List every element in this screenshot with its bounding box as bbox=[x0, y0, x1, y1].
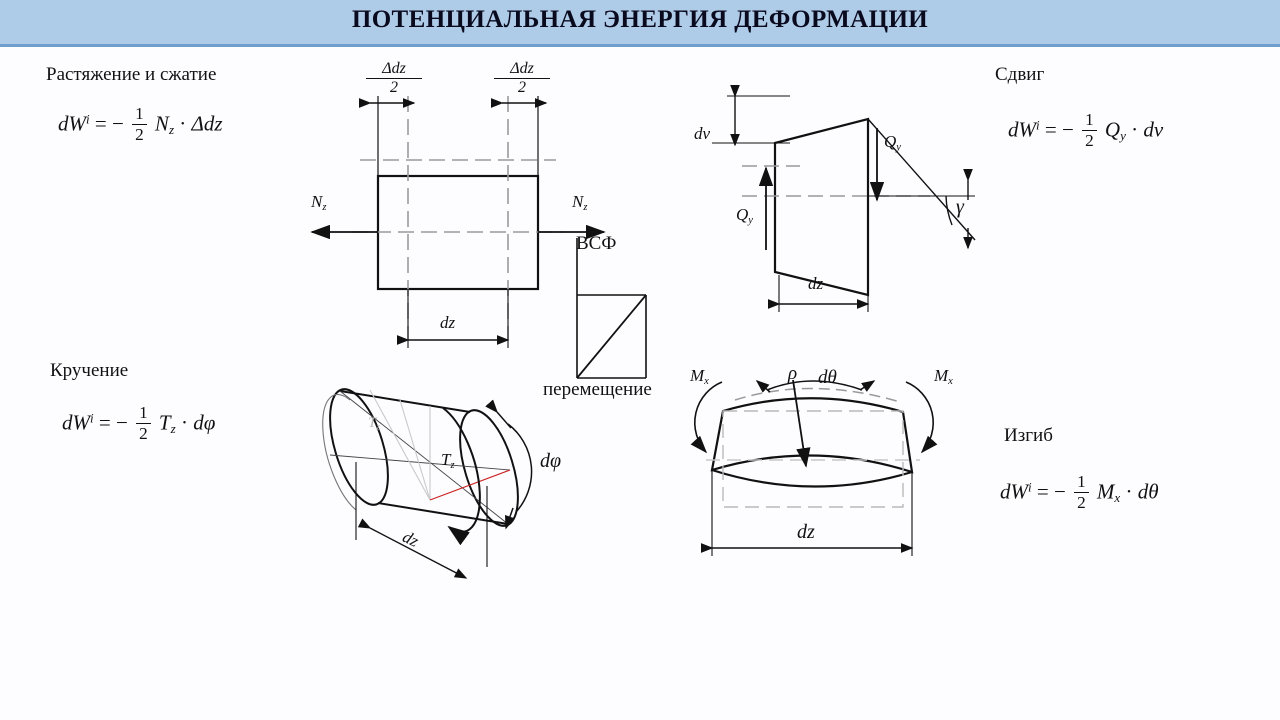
bending-moment-right-sub: x bbox=[948, 375, 953, 387]
shear-frac-num: 1 bbox=[1085, 110, 1094, 129]
shear-length-label: dz bbox=[808, 274, 824, 293]
bending-formula-dot: · bbox=[1125, 479, 1133, 504]
shear-caption: Сдвиг bbox=[995, 64, 1045, 85]
tension-force-right-label bbox=[572, 192, 587, 213]
bending-formula bbox=[1000, 472, 1159, 513]
bending-frac-num: 1 bbox=[1077, 472, 1086, 491]
page-title: ПОТЕНЦИАЛЬНАЯ ЭНЕРГИЯ ДЕФОРМАЦИИ bbox=[351, 6, 929, 33]
bending-radius-label: ρ bbox=[788, 363, 798, 384]
shear-formula-fraction bbox=[1082, 110, 1097, 151]
tension-frac-den: 2 bbox=[135, 125, 144, 144]
bending-formula-force: M bbox=[1096, 479, 1115, 504]
torsion-frac-den: 2 bbox=[139, 424, 148, 443]
bending-moment-right-symbol: M bbox=[934, 366, 949, 385]
torsion-torque-front-symbol: T bbox=[441, 450, 451, 469]
torsion-length-label: dz bbox=[399, 527, 422, 551]
bending-caption: Изгиб bbox=[1004, 425, 1053, 446]
shear-formula-lhs-sup: i bbox=[1036, 117, 1040, 133]
tension-figure bbox=[312, 96, 604, 348]
torsion-formula-dot: · bbox=[180, 410, 188, 435]
tension-force-left-label bbox=[311, 192, 326, 213]
shear-figure bbox=[712, 96, 975, 312]
tension-formula-fraction bbox=[132, 104, 147, 145]
tension-formula-force-sub: z bbox=[168, 122, 175, 138]
shear-force-bottom-symbol: Q bbox=[736, 205, 749, 224]
tension-formula-force: N bbox=[154, 111, 169, 136]
bending-formula-lhs: dW bbox=[1000, 479, 1028, 504]
shear-formula-disp: dv bbox=[1143, 117, 1164, 142]
tension-formula-dot: · bbox=[179, 111, 187, 136]
bending-moment-left-sub: x bbox=[704, 375, 709, 387]
torsion-frac-num: 1 bbox=[139, 403, 148, 422]
tension-force-left-sub: z bbox=[322, 201, 327, 213]
bending-formula-disp: dθ bbox=[1137, 479, 1159, 504]
torsion-torque-back-sub: z bbox=[376, 422, 380, 433]
tension-formula-delta: Δdz bbox=[191, 111, 223, 136]
torsion-torque-back-label bbox=[368, 415, 380, 433]
tension-half-elong-left-den: 2 bbox=[390, 79, 398, 96]
bending-moment-right-label bbox=[934, 366, 953, 387]
tension-half-elong-right-num: Δdz bbox=[510, 60, 534, 77]
torsion-torque-front-sub: z bbox=[450, 459, 455, 471]
shear-formula-dot: · bbox=[1131, 117, 1139, 142]
bending-formula-lhs-sup: i bbox=[1028, 479, 1032, 495]
shear-formula bbox=[1008, 110, 1163, 151]
tension-caption: Растяжение и сжатие bbox=[46, 64, 217, 85]
bending-frac-den: 2 bbox=[1077, 493, 1086, 512]
shear-formula-force-sub: y bbox=[1120, 128, 1126, 144]
tension-force-right-sub: z bbox=[583, 201, 588, 213]
shear-force-top-sub: y bbox=[896, 141, 901, 153]
tension-force-right-symbol: N bbox=[572, 192, 584, 211]
shear-force-bottom-label bbox=[736, 205, 753, 226]
torsion-torque-back-symbol: T bbox=[368, 415, 377, 431]
shear-force-top-symbol: Q bbox=[884, 132, 897, 151]
torsion-formula-lhs: dW bbox=[62, 410, 90, 435]
torsion-formula-disp: dφ bbox=[193, 410, 216, 435]
shear-disp-label: dv bbox=[694, 124, 711, 143]
shear-formula-eq: = − bbox=[1044, 117, 1074, 142]
shear-force-bottom-sub: y bbox=[748, 214, 753, 226]
shear-force-top-label bbox=[884, 132, 901, 153]
shear-formula-force: Q bbox=[1104, 117, 1121, 142]
center-graph bbox=[577, 238, 646, 378]
torsion-torque-front-label bbox=[441, 450, 455, 471]
torsion-caption: Кручение bbox=[50, 360, 129, 381]
torsion-formula-eq: = − bbox=[98, 410, 128, 435]
tension-half-elong-right bbox=[494, 60, 550, 97]
bending-formula-fraction bbox=[1074, 472, 1089, 513]
tension-formula-lhs-sup: i bbox=[86, 111, 90, 127]
bending-length-label: dz bbox=[797, 521, 815, 543]
torsion-figure bbox=[319, 383, 532, 578]
shear-angle-label: γ bbox=[956, 196, 964, 218]
shear-formula-lhs: dW bbox=[1008, 117, 1036, 142]
bending-formula-eq: = − bbox=[1036, 479, 1066, 504]
tension-frac-num: 1 bbox=[135, 104, 144, 123]
torsion-formula bbox=[62, 403, 215, 444]
graph-axis-label-bottom: перемещение bbox=[543, 379, 652, 400]
tension-half-elong-left bbox=[366, 60, 422, 97]
torsion-formula-fraction bbox=[136, 403, 151, 444]
shear-frac-den: 2 bbox=[1085, 131, 1094, 150]
tension-formula bbox=[58, 104, 223, 145]
bending-moment-left-label bbox=[690, 366, 709, 387]
tension-formula-eq: = − bbox=[94, 111, 124, 136]
tension-formula-lhs: dW bbox=[58, 111, 86, 136]
torsion-formula-force-sub: z bbox=[170, 421, 176, 437]
bending-angle-label: dθ bbox=[818, 367, 837, 388]
torsion-formula-force: T bbox=[158, 410, 171, 435]
tension-force-left-symbol: N bbox=[311, 192, 323, 211]
bending-formula-force-sub: x bbox=[1114, 490, 1121, 506]
bending-moment-left-symbol: M bbox=[690, 366, 705, 385]
torsion-formula-lhs-sup: i bbox=[90, 410, 94, 426]
torsion-angle-label: dφ bbox=[540, 450, 562, 472]
tension-half-elong-right-den: 2 bbox=[518, 79, 526, 96]
graph-axis-label-top: ВСФ bbox=[576, 233, 617, 254]
tension-half-elong-left-num: Δdz bbox=[382, 60, 406, 77]
tension-length-label: dz bbox=[440, 313, 456, 332]
